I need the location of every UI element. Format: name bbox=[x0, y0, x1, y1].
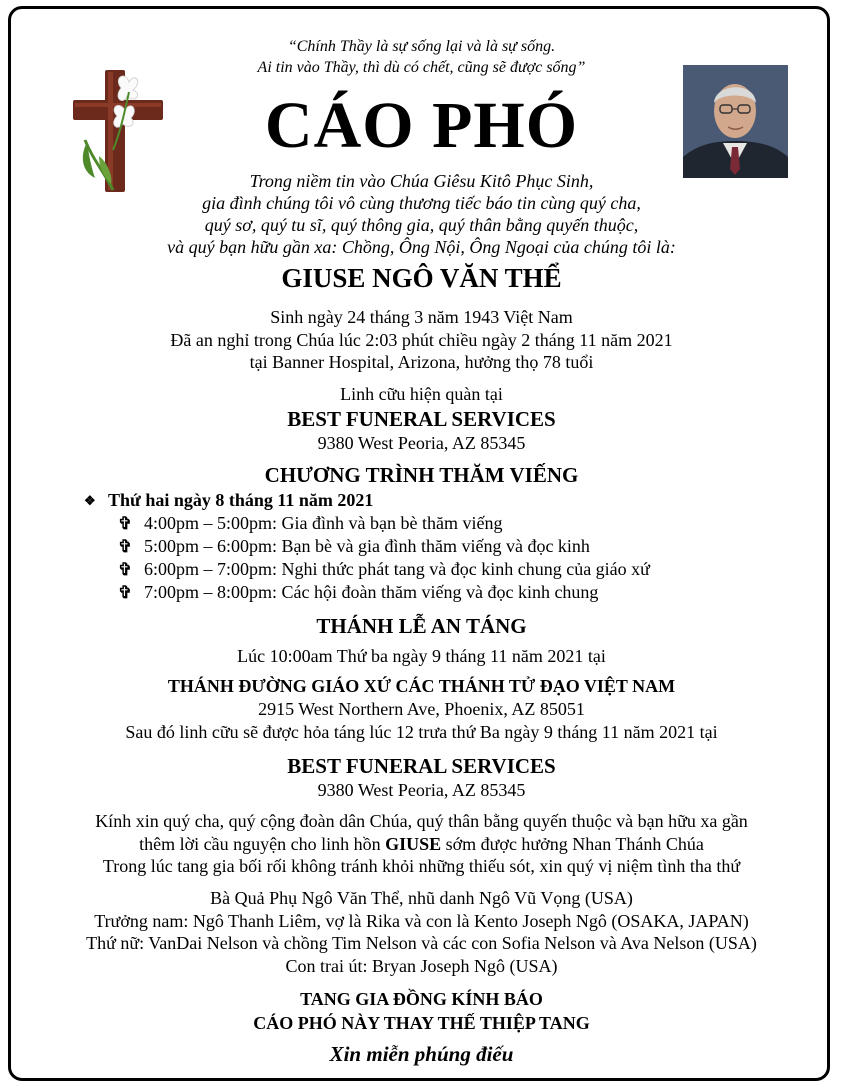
program-heading: CHƯƠNG TRÌNH THĂM VIẾNG bbox=[264, 463, 579, 487]
church-name: THÁNH ĐƯỜNG GIÁO XỨ CÁC THÁNH TỬ ĐẠO VIỆT NAM bbox=[167, 676, 676, 696]
quote-line: “Chính Thầy là sự sống lại và là sự sống. bbox=[287, 38, 556, 55]
schedule-item-text: 5:00pm – 6:00pm: Bạn bè và gia đình thăm viếng và đọc kinh bbox=[144, 536, 590, 556]
schedule-item-text: 6:00pm – 7:00pm: Nghi thức phát tang và đọc kinh chung của giáo xứ bbox=[144, 559, 650, 579]
schedule-item-text: 7:00pm – 8:00pm: Các hội đoàn thăm viếng và đọc kinh chung bbox=[144, 582, 599, 602]
intro-line: và quý bạn hữu gần xa: Chồng, Ông Nội, Ông Ngoại của chúng tôi là: bbox=[167, 237, 676, 257]
page-title: CÁO PHÓ bbox=[264, 89, 579, 162]
viewing-address: 9380 West Peoria, AZ 85345 bbox=[317, 432, 526, 453]
deceased-name: GIUSE NGÔ VĂN THỂ bbox=[281, 263, 562, 293]
family-member: Con trai út: Bryan Joseph Ngô (USA) bbox=[285, 955, 558, 976]
family-member: Trưởng nam: Ngô Thanh Liêm, vợ là Rika và con là Kento Joseph Ngô (OSAKA, JAPAN) bbox=[94, 910, 749, 931]
latin-cross-icon: ✞ bbox=[118, 560, 133, 579]
request-text: thêm lời cầu nguyện cho linh hồn bbox=[139, 833, 386, 854]
cremation-place: BEST FUNERAL SERVICES bbox=[287, 754, 556, 778]
request-line bbox=[0, 833, 843, 856]
mass-heading: THÁNH LỄ AN TÁNG bbox=[316, 614, 527, 638]
closing-note: Xin miễn phúng điếu bbox=[329, 1042, 514, 1066]
viewing-location bbox=[0, 383, 843, 454]
schedule-item bbox=[84, 512, 650, 535]
life-details bbox=[0, 306, 843, 374]
birth-line: Sinh ngày 24 tháng 3 năm 1943 Việt Nam bbox=[270, 307, 573, 327]
schedule-day bbox=[84, 489, 650, 512]
cremation-line: Sau đó linh cữu sẽ được hỏa táng lúc 12 trưa thứ Ba ngày 9 tháng 11 năm 2021 tại bbox=[125, 721, 718, 742]
diamond-bullet-icon: ❖ bbox=[84, 493, 96, 508]
death-line: Đã an nghỉ trong Chúa lúc 2:03 phút chiều ngày 2 tháng 11 năm 2021 bbox=[170, 329, 673, 350]
closing-line: CÁO PHÓ NÀY THAY THẾ THIỆP TANG bbox=[253, 1013, 590, 1033]
family-member: Bà Quả Phụ Ngô Văn Thể, nhũ danh Ngô Vũ Vọng (USA) bbox=[210, 888, 633, 908]
latin-cross-icon: ✞ bbox=[118, 537, 133, 556]
announcement-intro bbox=[0, 170, 843, 258]
cremation-location bbox=[0, 753, 843, 802]
visiting-schedule bbox=[84, 489, 650, 604]
schedule-item bbox=[84, 558, 650, 581]
latin-cross-icon: ✞ bbox=[118, 583, 133, 602]
schedule-item-text: 4:00pm – 5:00pm: Gia đình và bạn bè thăm viếng bbox=[144, 513, 503, 533]
intro-line: Trong niềm tin vào Chúa Giêsu Kitô Phục Sinh, bbox=[249, 171, 594, 191]
cremation-address: 9380 West Peoria, AZ 85345 bbox=[317, 780, 526, 800]
latin-cross-icon: ✞ bbox=[118, 514, 133, 533]
family-list bbox=[0, 887, 843, 977]
church-address bbox=[0, 698, 843, 743]
request-line: Kính xin quý cha, quý cộng đoàn dân Chúa, quý thân bằng quyến thuộc và bạn hữu xa gần bbox=[95, 811, 748, 831]
prayer-request bbox=[0, 810, 843, 878]
family-member: Thứ nữ: VanDai Nelson và chồng Tim Nelson và các con Sofia Nelson và Ava Nelson (USA) bbox=[86, 933, 757, 953]
church-address-line: 2915 West Northern Ave, Phoenix, AZ 85051 bbox=[258, 699, 585, 719]
closing bbox=[0, 987, 843, 1035]
closing-line: TANG GIA ĐỒNG KÍNH BÁO bbox=[300, 989, 543, 1009]
request-line: Trong lúc tang gia bối rối không tránh khỏi những thiếu sót, xin quý vị niệm tình tha thứ bbox=[102, 856, 741, 876]
scripture-quote bbox=[0, 36, 843, 78]
viewing-place: BEST FUNERAL SERVICES bbox=[287, 406, 556, 431]
quote-line: Ai tin vào Thầy, thì dù có chết, cũng sẽ được sống” bbox=[257, 59, 586, 76]
request-text: sớm được hưởng Nhan Thánh Chúa bbox=[441, 833, 704, 854]
request-name: GIUSE bbox=[385, 833, 442, 854]
viewing-intro: Linh cữu hiện quàn tại bbox=[340, 384, 503, 404]
death-place-line: tại Banner Hospital, Arizona, hưởng thọ 78 tuổi bbox=[249, 352, 594, 372]
intro-line: gia đình chúng tôi vô cùng thương tiếc báo tin cùng quý cha, bbox=[202, 193, 641, 213]
intro-line: quý sơ, quý tu sĩ, quý thông gia, quý thân bằng quyến thuộc, bbox=[204, 215, 639, 235]
mass-time: Lúc 10:00am Thứ ba ngày 9 tháng 11 năm 2021 tại bbox=[237, 646, 606, 666]
schedule-item bbox=[84, 581, 650, 604]
schedule-day-label: Thứ hai ngày 8 tháng 11 năm 2021 bbox=[108, 490, 374, 510]
schedule-item bbox=[84, 535, 650, 558]
